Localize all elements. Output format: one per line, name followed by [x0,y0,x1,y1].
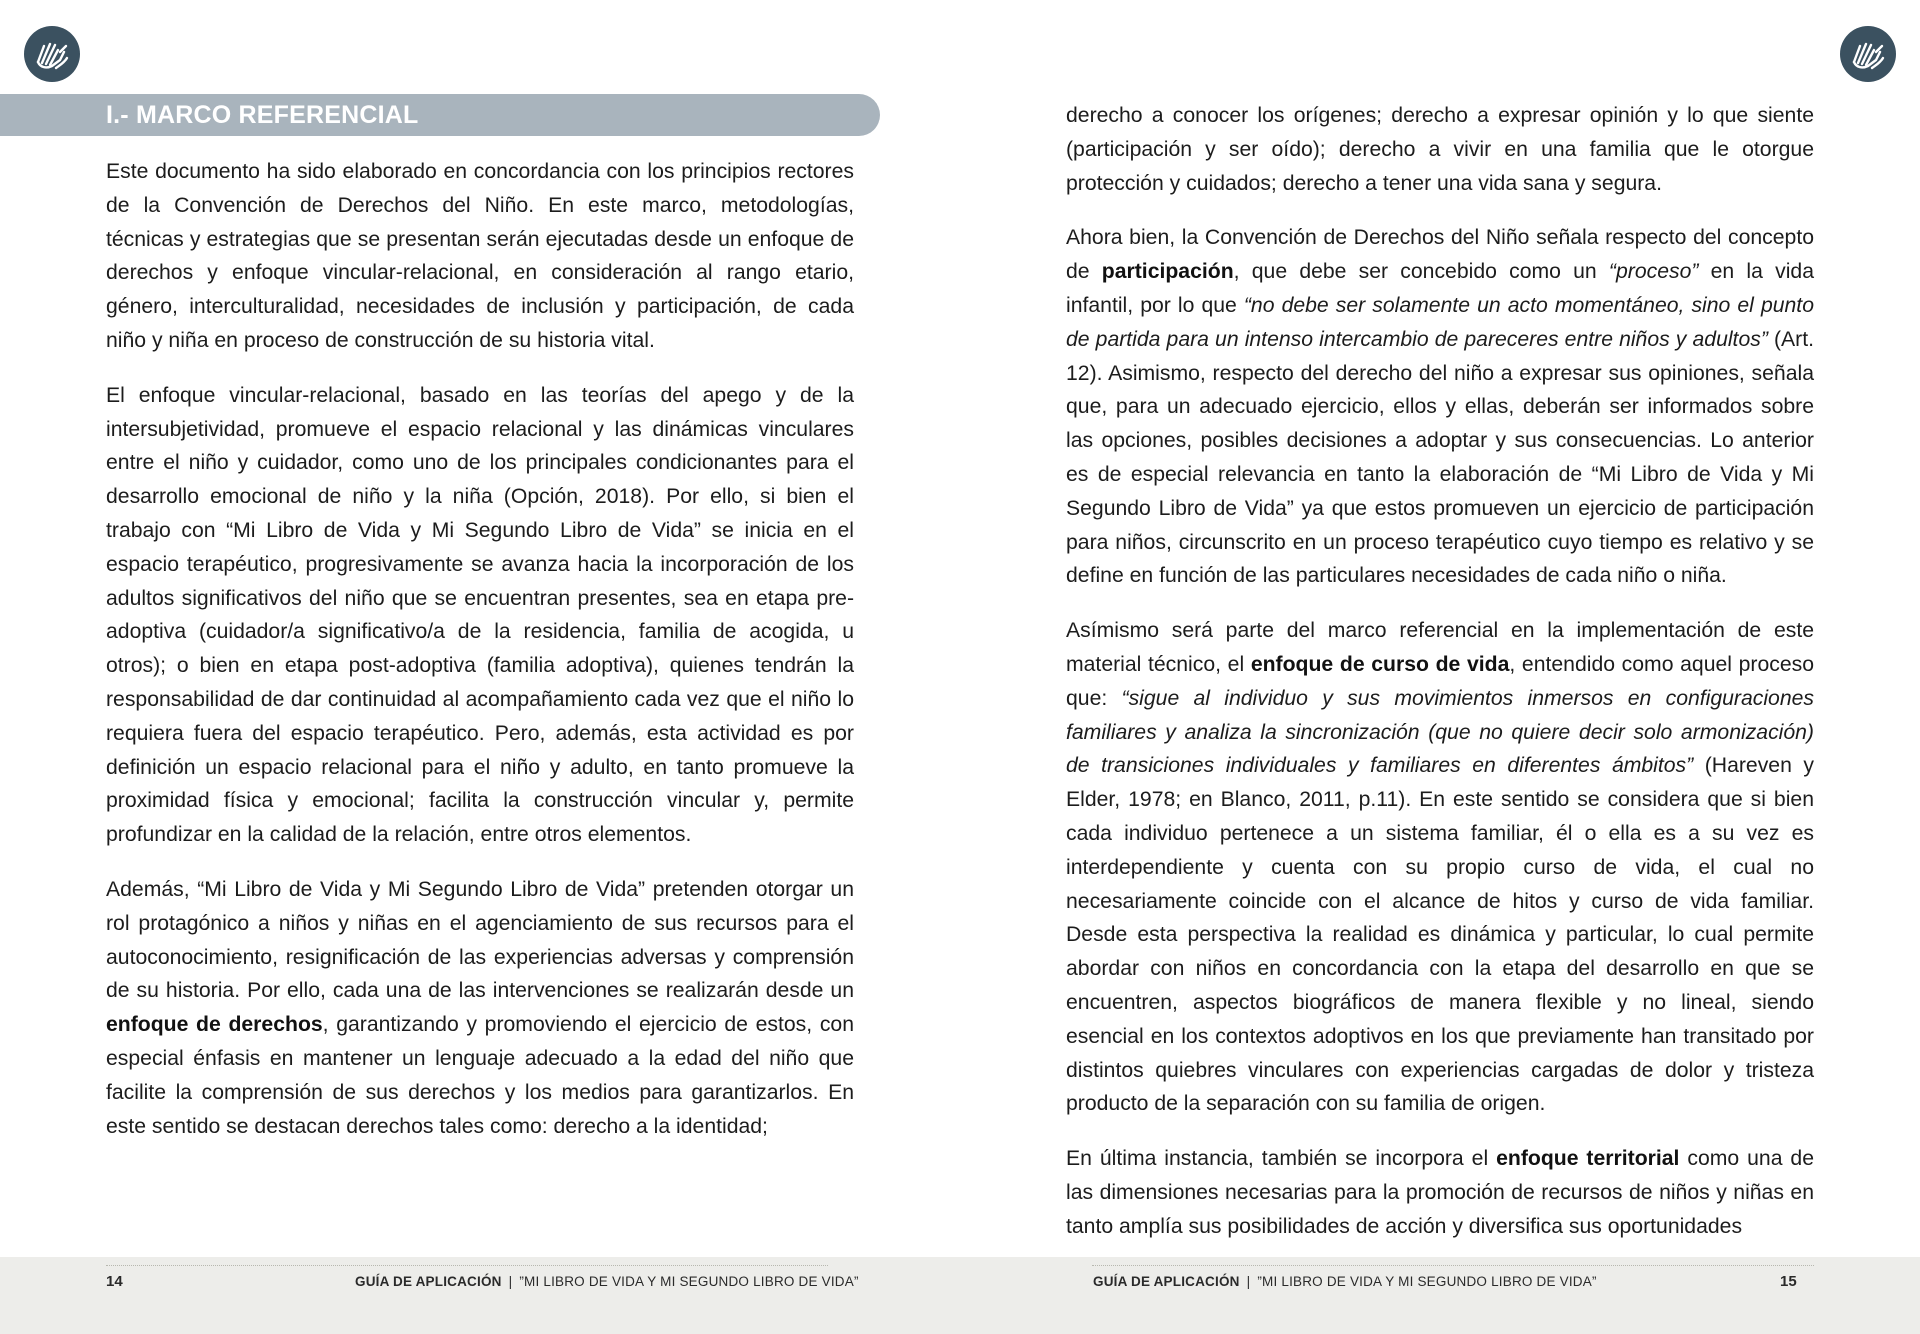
paragraph-text: en la vida infantil, por lo que [1066,260,1814,317]
hands-logo-svg [30,32,74,76]
paragraph-text: Este documento ha sido elaborado en concordancia con los principios rectores de la Convención de Derechos del Niño. En este marco, metodologías, técnicas y estrategias que se presentan serán ejecutadas desde un enfoque de derechos y enfoque vincular-relacional, en consideración al rango etario, género, interculturalidad, necesidades de inclusión y participación, de cada niño y niña en proceso de construcción de su historia vital. [106,160,854,352]
paragraph-text: (Art. 12). Asimismo, respecto del derecho del niño a expresar sus opiniones, señala que, para un adecuado ejercicio, ellos y ellas, deberán ser informados sobre las opciones, posibles decisiones a adoptar y sus consecuencias. Lo anterior es de especial relevancia en tanto la elaboración de “Mi Libro de Vida y Mi Segundo Libro de Vida” ya que estos promueven un ejercicio de participación para niños, circunscrito en un proceso terapéutico cuyo tiempo es relativo y se define en función de las particulares necesidades de cada niño o niña. [1066,327,1814,588]
footer-divider [1092,1265,1814,1266]
emphasis-term: enfoque de curso de vida [1250,652,1510,676]
paragraph [1066,614,1814,1121]
page-number-right: 15 [1780,1273,1797,1290]
hands-logo-svg [1846,32,1890,76]
paragraph-text: (Hareven y Elder, 1978; en Blanco, 2011, p.11). En este sentido se considera que si bien cada individuo pertenece a un sistema familiar, él o ella es a su vez es interdependiente y cuenta con su propio curso de vida, el cual no necesariamente coincide con el alcance de hitos y curso de vida familiar. Desde esta perspectiva la realidad es dinámica y particular, lo cual permite abordar con niños en concordancia con la etapa del desarrollo en que se encuentren, aspectos biográficos de manera flexible y no lineal, siendo esencial en los contextos adoptivos en los que previamente han transitado por distintos quiebres vinculares con experiencias cargadas de dolor y tristeza producto de la separación con su familia de origen. [1066,754,1814,1116]
paragraph [106,379,854,852]
paragraph-text: , entendido como aquel proceso que: [1066,652,1814,710]
hands-logo-icon [24,26,80,82]
paragraph-text: como una de las dimensiones necesarias para la promoción de recursos de niños y niñas en tanto amplía sus posibilidades de acción y diversifica sus oportunidades [1066,1147,1814,1238]
footer-divider [106,1265,828,1266]
quote-text: “sigue al individuo y sus movimientos inmersos en configuraciones familiares y analiza la sincronización (que no quiere decir solo armonización) de transiciones individuales y familiares en diferentes ámbitos” [1066,686,1815,778]
quote-text: “proceso” [1608,260,1699,284]
left-page-body [106,155,854,1164]
quote-text: “no debe ser solamente un acto momentáneo, sino el punto de partida para un intenso intercambio de pareceres entre niños y adultos” [1066,293,1814,351]
book-title: ”MI LIBRO DE VIDA Y MI SEGUNDO LIBRO DE VIDA” [519,1274,859,1289]
emphasis-term: enfoque territorial [1496,1147,1680,1171]
section-title: I.- MARCO REFERENCIAL [106,101,419,129]
paragraph-text: Asímismo será parte del marco referencial en la implementación de este material técnico, el [1066,619,1814,676]
hands-logo-icon [1840,26,1896,82]
paragraph [1066,99,1814,200]
paragraph [106,155,854,358]
emphasis-term: participación [1101,260,1234,284]
paragraph-text: , garantizando y promoviendo el ejercicio de estos, con especial énfasis en mantener un lenguaje adecuado a la edad del niño que facilite la comprensión de sus derechos y los medios para garantizarlos. En este sentido se destacan derechos tales como: derecho a la identidad; [106,1013,854,1138]
guide-label: GUÍA DE APLICACIÓN [1093,1274,1240,1289]
page-number-left: 14 [106,1273,123,1290]
paragraph [1066,1142,1814,1243]
running-head-right [1093,1274,1597,1289]
paragraph-text: Además, “Mi Libro de Vida y Mi Segundo Libro de Vida” pretenden otorgar un rol protagónico a niños y niñas en el agenciamiento de sus recursos para el autoconocimiento, resignificación de las experiencias adversas y comprensión de su historia. Por ello, cada una de las intervenciones se realizarán desde un [106,877,854,1003]
separator: | [508,1274,513,1289]
paragraph-text: En última instancia, también se incorpora el [1066,1147,1497,1171]
paragraph-text: Ahora bien, la Convención de Derechos del Niño señala respecto del concepto de [1066,226,1814,284]
right-page-body [1066,99,1814,1265]
section-header-bar [0,94,880,136]
paragraph-text: derecho a conocer los orígenes; derecho a expresar opinión y lo que siente (participación y ser oído); derecho a vivir en una familia que le otorgue protección y cuidados; derecho a tener una vida sana y segura. [1066,104,1814,195]
paragraph [106,873,854,1143]
page-footer [0,1257,1920,1334]
separator: | [1246,1274,1251,1289]
guide-label: GUÍA DE APLICACIÓN [355,1274,502,1289]
paragraph-text: , que debe ser concebido como un [1233,260,1609,284]
book-title: ”MI LIBRO DE VIDA Y MI SEGUNDO LIBRO DE VIDA” [1257,1274,1597,1289]
paragraph [1066,221,1814,593]
paragraph-text: El enfoque vincular-relacional, basado en las teorías del apego y de la intersubjetividad, promueve el espacio relacional y las dinámicas vinculares entre el niño y cuidador, como uno de los principales condicionantes para el desarrollo emocional de niño y la niña (Opción, 2018). Por ello, si bien el trabajo con “Mi Libro de Vida y Mi Segundo Libro de Vida” se inicia en el espacio terapéutico, progresivamente se avanza hacia la incorporación de los adultos significativos del niño que se encuentran presentes, sea en etapa pre-adoptiva (cuidador/a significativo/a de la residencia, familia de acogida, u otros); o bien en etapa post-adoptiva (familia adoptiva), quienes tendrán la responsabilidad de dar continuidad al acompañamiento cada vez que el niño lo requiera fuera del espacio terapéutico. Pero, además, esta actividad es por definición un espacio relacional para el niño y adulto, en tanto promueve la proximidad física y emocional; facilita la construcción vincular y, permite profundizar en la calidad de la relación, entre otros elementos. [106,383,854,847]
running-head-left [355,1274,859,1289]
emphasis-term: enfoque de derechos [106,1013,323,1037]
